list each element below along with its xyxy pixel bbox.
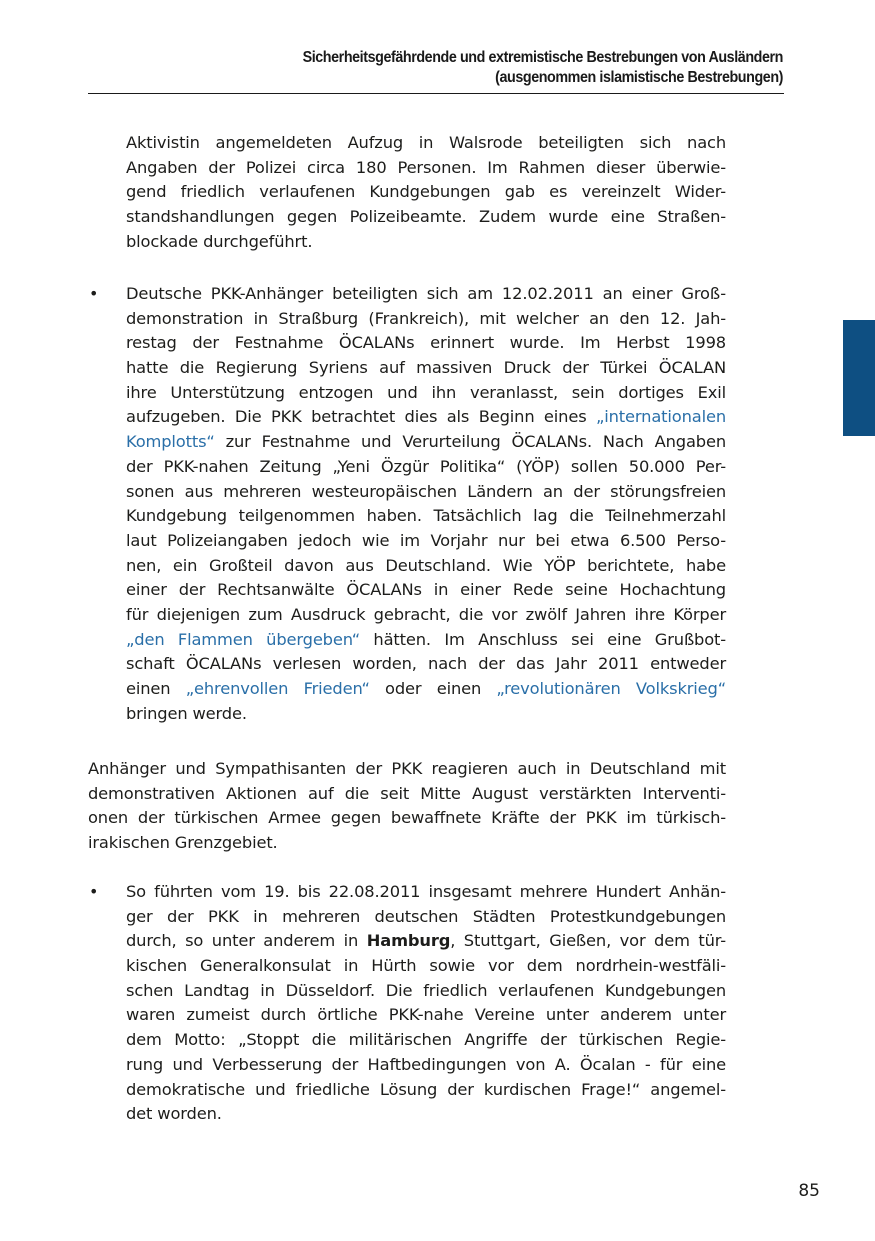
- text-line: Deutsche PKK-Anhänger beteiligten sich am 12.02.2011 an einer Groß-: [126, 284, 726, 303]
- text-line: [126, 628, 726, 653]
- page-number: 85: [798, 1181, 820, 1201]
- text-fragment: , Stuttgart, Gießen, vor dem tür-: [450, 931, 726, 951]
- text-line: sonen aus mehreren westeuropäischen Ländern an der störungsfreien: [126, 481, 726, 501]
- bullet-marker: •: [89, 284, 99, 303]
- bullet-paragraph-strassburg: [126, 282, 726, 726]
- bold-city-name: Hamburg: [366, 931, 451, 951]
- quote-highlight: „ehrenvollen Frieden“: [185, 679, 370, 698]
- text-line: blockade durchgeführt.: [126, 231, 313, 251]
- text-line: Angaben der Polizei circa 180 Personen. Im Rahmen dieser überwie-: [126, 157, 726, 177]
- text-line: demonstrativen Aktionen auf die seit Mitte August verstärkten Interventi-: [88, 783, 726, 803]
- text-line: nen, ein Großteil davon aus Deutschland. Wie YÖP berichtete, habe: [126, 555, 726, 575]
- text-line: irakischen Grenzgebiet.: [88, 833, 278, 853]
- text-line: Aktivistin angemeldeten Aufzug in Walsrode beteiligten sich nach: [126, 133, 726, 152]
- text-line: Kundgebung teilgenommen haben. Tatsächlich lag die Teilnehmerzahl: [126, 506, 726, 526]
- text-line: [126, 929, 726, 954]
- header-line-2: (ausgenommen islamistische Bestrebungen): [495, 69, 783, 86]
- text-line: Anhänger und Sympathisanten der PKK reagieren auch in Deutschland mit: [88, 759, 726, 778]
- text-fragment: zur Festnahme und Verurteilung ÖCALANs. Nach Angaben: [214, 432, 726, 452]
- paragraph-continuation: [126, 131, 726, 254]
- text-line: einer der Rechtsanwälte ÖCALANs in einer Rede seine Hochachtung: [126, 580, 726, 600]
- text-line: So führten vom 19. bis 22.08.2011 insgesamt mehrere Hundert Anhän-: [126, 882, 726, 901]
- text-line: det worden.: [126, 1104, 222, 1124]
- text-line: ihre Unterstützung entzogen und ihn veranlasst, sein dortiges Exil: [126, 382, 726, 402]
- text-line: für diejenigen zum Ausdruck gebracht, die vor zwölf Jahren ihre Körper: [126, 604, 726, 624]
- header-rule: [88, 93, 784, 94]
- text-line: schen Landtag in Düsseldorf. Die friedlich verlaufenen Kundgebungen: [126, 980, 726, 1000]
- text-fragment: durch, so unter anderem in: [126, 931, 367, 951]
- text-line: gend friedlich verlaufenen Kundgebungen gab es vereinzelt Wider-: [126, 182, 726, 202]
- text-line: standshandlungen gegen Polizeibeamte. Zudem wurde eine Straßen-: [126, 207, 726, 227]
- text-line: [126, 430, 726, 455]
- bullet-paragraph-protests: [126, 880, 726, 1127]
- bullet-marker: •: [89, 882, 99, 901]
- quote-highlight: „revolutionären Volkskrieg“: [496, 679, 726, 698]
- text-line: demokratische und friedliche Lösung der kurdischen Frage!“ angemel-: [126, 1079, 726, 1099]
- text-fragment: aufzugeben. Die PKK betrachtet dies als Beginn eines: [126, 407, 596, 427]
- running-header: [137, 48, 783, 88]
- text-line: restag der Festnahme ÖCALANs erinnert wurde. Im Herbst 1998: [126, 333, 726, 353]
- text-line: dem Motto: „Stoppt die militärischen Angriffe der türkischen Regie-: [126, 1030, 726, 1050]
- paragraph-pkk-reactions: [88, 757, 726, 856]
- text-fragment: oder einen: [369, 679, 497, 698]
- header-line-1: Sicherheitsgefährdende und extremistische Bestrebungen von Ausländern: [302, 49, 783, 66]
- chapter-tab-marker: [843, 320, 875, 436]
- text-line: ger der PKK in mehreren deutschen Städten Protestkundgebungen: [126, 906, 726, 926]
- text-line: hatte die Regierung Syriens auf massiven Druck der Türkei ÖCALAN: [126, 358, 726, 378]
- text-line: kischen Generalkonsulat in Hürth sowie vor dem nordrhein-westfäli-: [126, 956, 726, 976]
- text-line: waren zumeist durch örtliche PKK-nahe Vereine unter anderem unter: [126, 1005, 726, 1025]
- text-line: laut Polizeiangaben jedoch wie im Vorjahr nur bei etwa 6.500 Perso-: [126, 530, 726, 550]
- quote-highlight: Komplotts“: [126, 432, 215, 452]
- quote-highlight: „internationalen: [595, 407, 726, 427]
- text-line: [126, 677, 726, 702]
- text-fragment: einen: [126, 679, 186, 698]
- text-line: onen der türkischen Armee gegen bewaffnete Kräfte der PKK im türkisch-: [88, 808, 726, 828]
- text-line: bringen werde.: [126, 703, 247, 723]
- text-line: der PKK-nahen Zeitung „Yeni Özgür Politika“ (YÖP) sollen 50.000 Per-: [126, 456, 726, 476]
- text-line: demonstration in Straßburg (Frankreich), mit welcher an den 12. Jah-: [126, 308, 726, 328]
- text-fragment: hätten. Im Anschluss sei eine Grußbot-: [360, 629, 726, 649]
- quote-highlight: „den Flammen übergeben“: [126, 629, 361, 649]
- text-line: rung und Verbesserung der Haftbedingungen von A. Öcalan - für eine: [126, 1054, 726, 1074]
- text-line: [126, 405, 726, 430]
- text-line: schaft ÖCALANs verlesen worden, nach der das Jahr 2011 entweder: [126, 654, 726, 674]
